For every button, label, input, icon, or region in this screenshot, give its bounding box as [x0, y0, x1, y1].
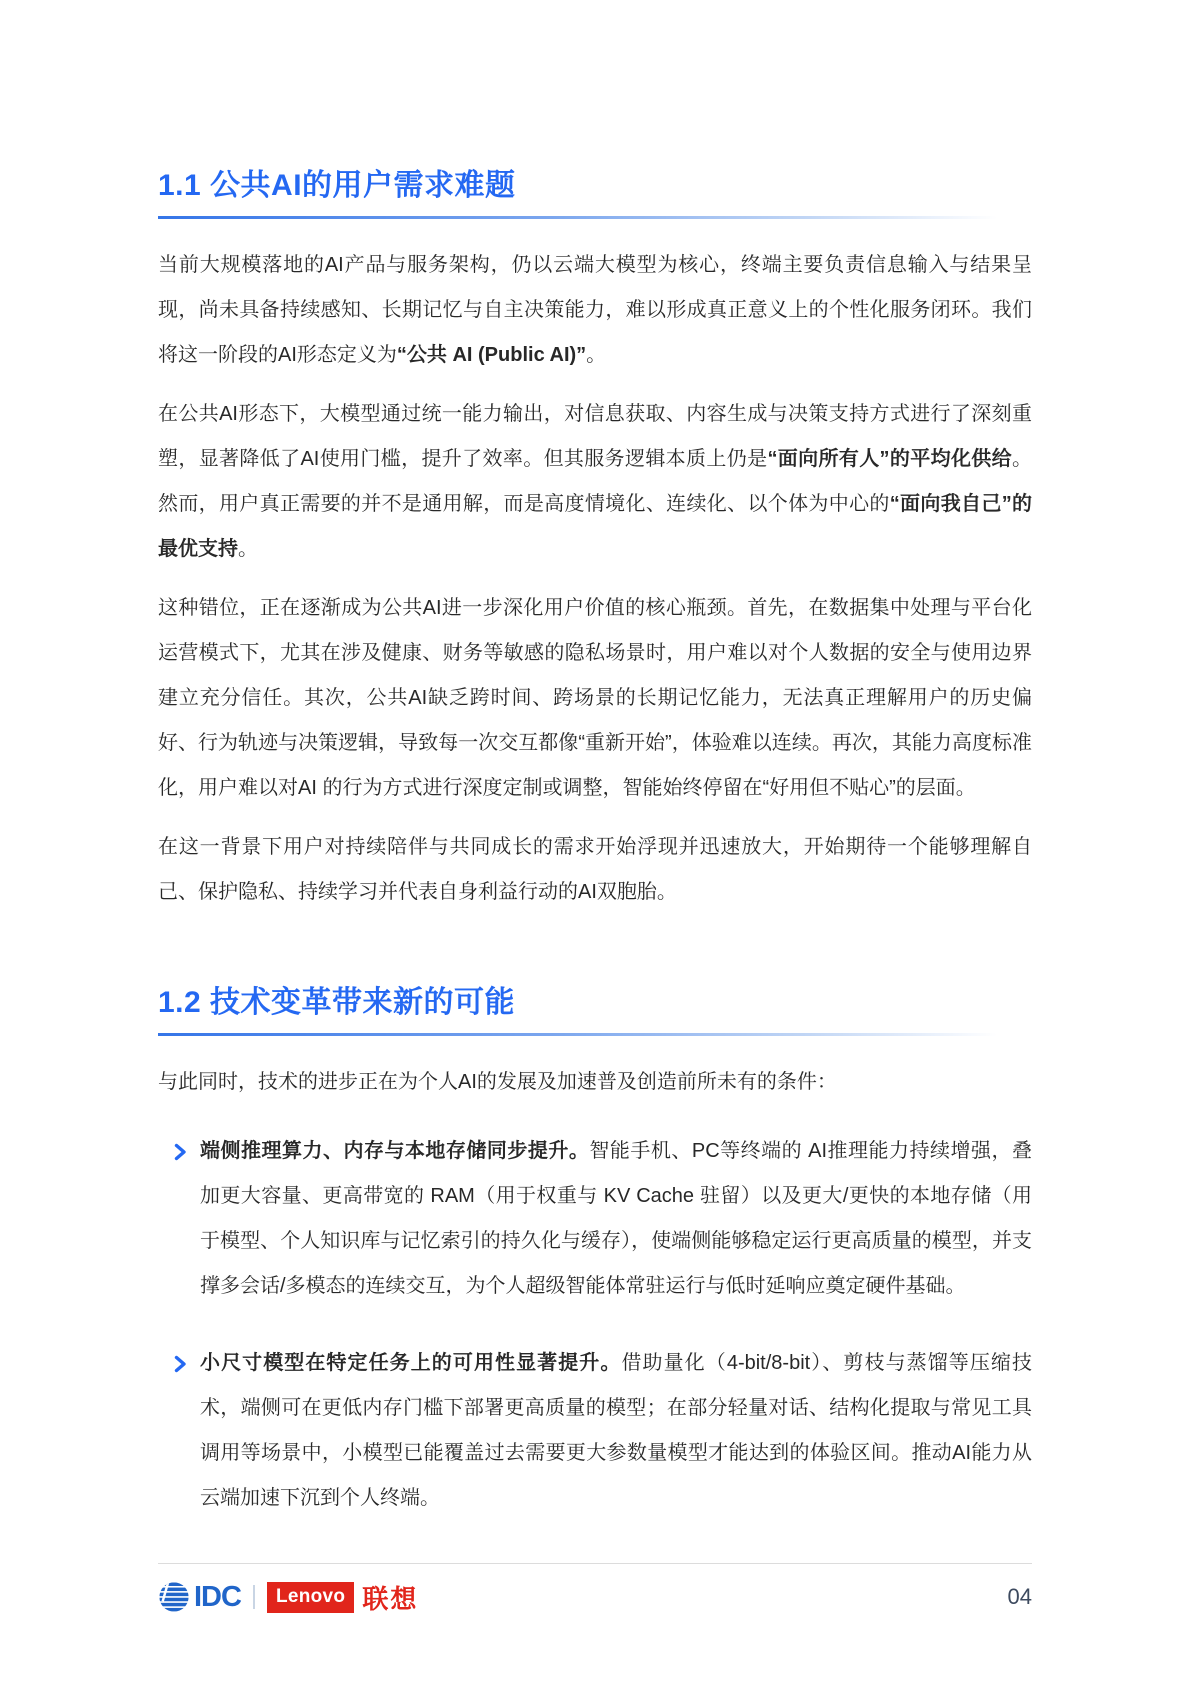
- section-1-2-title: 1.2 技术变革带来新的可能: [158, 986, 516, 1019]
- section-title-underline: [158, 1033, 1032, 1036]
- section-title-underline: [158, 216, 1032, 219]
- bullet-item: [158, 1341, 1032, 1521]
- footer-divider-line: [158, 1563, 1032, 1564]
- brand-separator: [253, 1585, 255, 1609]
- page-footer: [158, 1563, 1032, 1614]
- section-1-2: [158, 985, 1032, 1521]
- idc-globe-icon: [158, 1581, 190, 1613]
- chevron-right-bullet-icon: [174, 1341, 200, 1386]
- bullet-text: 小尺寸模型在特定任务上的可用性显著提升。借助量化（4-bit/8-bit）、剪枝与蒸馏等压缩技术，端侧可在更低内存门槛下部署更高质量的模型；在部分轻量对话、结构化提取与常见工具调用等场景中，小模型已能覆盖过去需要更大参数量模型才能达到的体验区间。推动AI能力从云端加速下沉到个人终端。: [200, 1352, 1033, 1509]
- section-1-1: [158, 168, 1032, 915]
- lenovo-logo: [267, 1582, 354, 1613]
- footer-row: [158, 1580, 1032, 1614]
- idc-logo-text: IDC: [194, 1580, 241, 1613]
- paragraph: 当前大规模落地的AI产品与服务架构，仍以云端大模型为核心，终端主要负责信息输入与结果呈现，尚未具备持续感知、长期记忆与自主决策能力，难以形成真正意义上的个性化服务闭环。我们将这一阶段的AI形态定义为“公共 AI (Public AI)”。: [158, 254, 1032, 366]
- chevron-right-bullet-icon: [174, 1129, 200, 1174]
- bullet-text: 端侧推理算力、内存与本地存储同步提升。智能手机、PC等终端的 AI推理能力持续增强，叠加更大容量、更高带宽的 RAM（用于权重与 KV Cache 驻留）以及更大/更快的本地存储（用于模型、个人知识库与记忆索引的持久化与缓存），使端侧能够稳定运行更高质量的模型，并支撑多会话/多模态的连续交互，为个人超级智能体常驻运行与低时延响应奠定硬件基础。: [200, 1140, 1032, 1297]
- paragraph: 在公共AI形态下，大模型通过统一能力输出，对信息获取、内容生成与决策支持方式进行了深刻重塑，显著降低了AI使用门槛，提升了效率。但其服务逻辑本质上仍是“面向所有人”的平均化供给。然而，用户真正需要的并不是通用解，而是高度情境化、连续化、以个体为中心的“面向我自己”的最优支持。: [158, 403, 1033, 560]
- section-1-2-intro: 与此同时，技术的进步正在为个人AI的发展及加速普及创造前所未有的条件：: [158, 1071, 837, 1093]
- bullet-item: [158, 1129, 1032, 1309]
- lenovo-logo-text: Lenovo: [275, 1585, 346, 1607]
- lenovo-chinese-text: 联想: [362, 1583, 419, 1614]
- paragraph: 在这一背景下用户对持续陪伴与共同成长的需求开始浮现并迅速放大，开始期待一个能够理解自己、保护隐私、持续学习并代表自身利益行动的AI双胞胎。: [158, 836, 1032, 903]
- idc-logo: [158, 1581, 241, 1614]
- brand-logos: [158, 1579, 418, 1616]
- page-content: [158, 168, 1032, 1521]
- section-1-1-title: 1.1 公共AI的用户需求难题: [158, 169, 516, 202]
- paragraph: 这种错位，正在逐渐成为公共AI进一步深化用户价值的核心瓶颈。首先，在数据集中处理与平台化运营模式下，尤其在涉及健康、财务等敏感的隐私场景时，用户难以对个人数据的安全与使用边界建立充分信任。其次，公共AI缺乏跨时间、跨场景的长期记忆能力，无法真正理解用户的历史偏好、行为轨迹与决策逻辑，导致每一次交互都像“重新开始”，体验难以连续。再次，其能力高度标准化，用户难以对AI 的行为方式进行深度定制或调整，智能始终停留在“好用但不贴心”的层面。: [158, 597, 1032, 799]
- page-number: 04: [1007, 1584, 1032, 1609]
